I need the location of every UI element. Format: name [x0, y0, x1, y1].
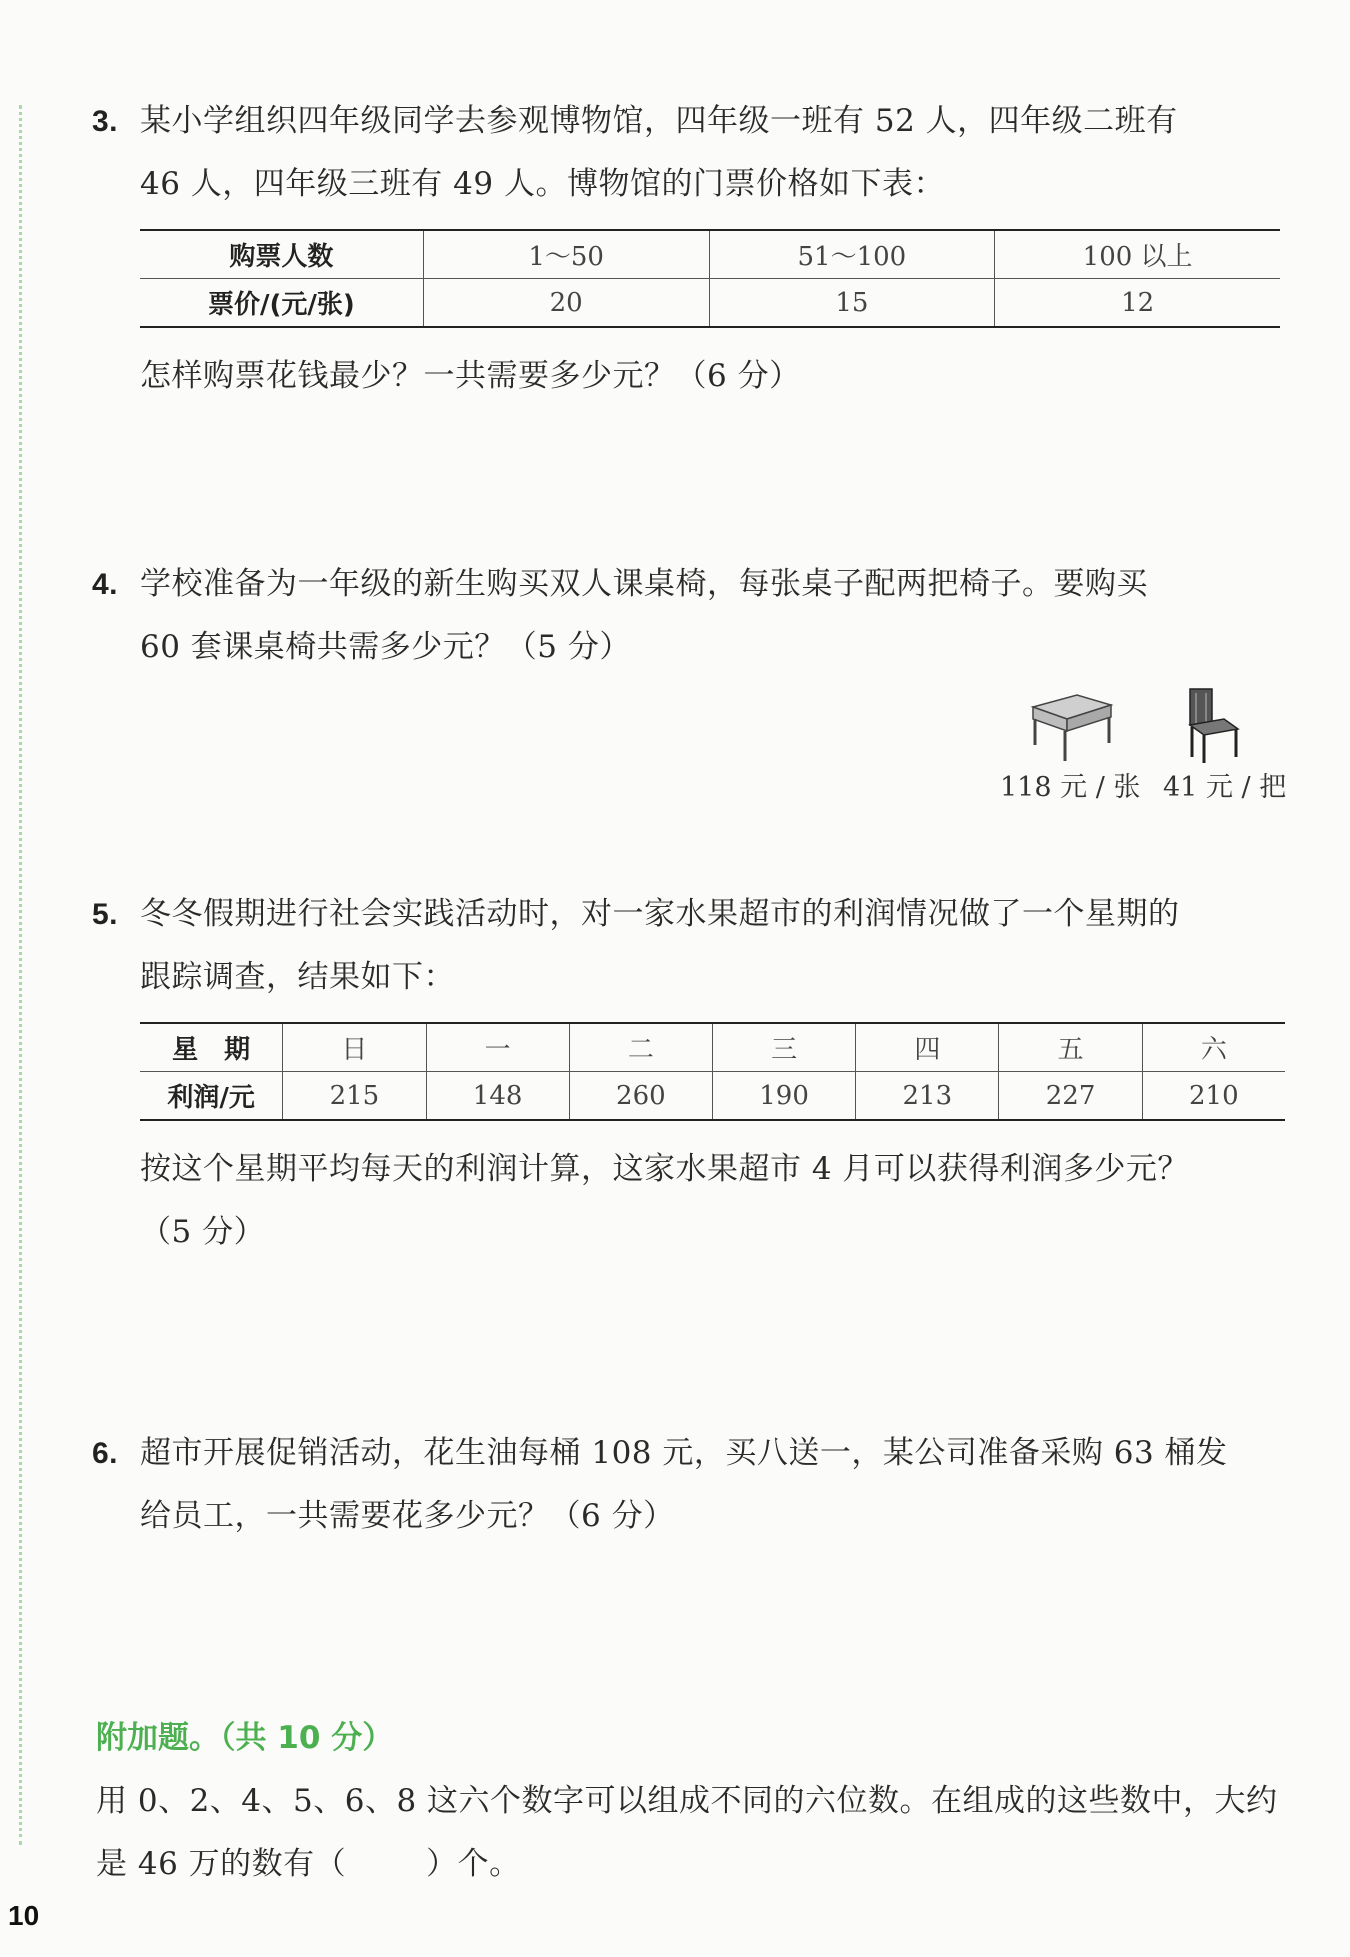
table-cell: 260 [569, 1072, 712, 1121]
table-cell: 100 以上 [995, 230, 1280, 279]
table-cell: 12 [995, 279, 1280, 328]
table-cell: 星 期 [140, 1023, 283, 1072]
question-4 [92, 553, 1292, 679]
dotted-margin-line [19, 105, 22, 1845]
table-row [140, 279, 1280, 328]
table-cell: 一 [426, 1023, 569, 1072]
q6-line-1 [92, 1422, 1292, 1485]
q5-text-1: 冬冬假期进行社会实践活动时，对一家水果超市的利润情况做了一个星期的 [140, 896, 1180, 932]
table-cell: 购票人数 [140, 230, 423, 279]
q4-line-1 [92, 553, 1292, 616]
q4-line-2: 60 套课桌椅共需多少元？（5 分） [140, 629, 631, 665]
q6-number: 6. [92, 1437, 119, 1470]
bonus-line-1: 用 0、2、4、5、6、8 这六个数字可以组成不同的六位数。在组成的这些数中，大约 [96, 1783, 1278, 1819]
table-cell: 五 [999, 1023, 1142, 1072]
q3-question-text: 怎样购票花钱最少？一共需要多少元？（6 分） [140, 358, 801, 394]
bonus-text-b: ）个。 [426, 1846, 521, 1882]
table-cell: 三 [712, 1023, 855, 1072]
desk-icon [1025, 685, 1115, 769]
chair-icon [1180, 685, 1250, 769]
q5-line-1 [92, 883, 1292, 946]
table-cell: 190 [712, 1072, 855, 1121]
q3-question [92, 345, 1292, 408]
table-cell: 六 [1142, 1023, 1285, 1072]
table-cell: 148 [426, 1072, 569, 1121]
q5-line-2: 跟踪调查，结果如下： [140, 959, 455, 995]
bonus-title: 附加题。（共 10 分） [96, 1720, 394, 1756]
q3-text-1: 某小学组织四年级同学去参观博物馆，四年级一班有 52 人，四年级二班有 [140, 103, 1178, 139]
table-cell: 213 [856, 1072, 999, 1121]
bonus-line-2 [96, 1833, 1306, 1896]
table-cell: 四 [856, 1023, 999, 1072]
table-cell: 215 [283, 1072, 426, 1121]
q3-number: 3. [92, 105, 119, 138]
q3-line-1 [92, 90, 1292, 153]
profit-table [140, 1022, 1285, 1121]
table-cell: 20 [423, 279, 709, 328]
table-cell: 日 [283, 1023, 426, 1072]
ticket-price-table [140, 229, 1280, 328]
q3-line-2: 46 人，四年级三班有 49 人。博物馆的门票价格如下表： [140, 166, 945, 202]
question-6 [92, 1422, 1292, 1548]
desk-price: 118 元 / 张 [1000, 772, 1141, 803]
question-5 [92, 883, 1292, 1009]
page-number: 10 [8, 1900, 40, 1931]
table-cell: 51～100 [709, 230, 995, 279]
q5-number: 5. [92, 898, 119, 931]
table-row [140, 230, 1280, 279]
table-cell: 1～50 [423, 230, 709, 279]
bonus-question [96, 1770, 1306, 1896]
table-cell: 票价/(元/张) [140, 279, 423, 328]
q5-question [92, 1138, 1292, 1264]
q4-text-1: 学校准备为一年级的新生购买双人课桌椅，每张桌子配两把椅子。要购买 [140, 566, 1148, 602]
table-row [140, 1023, 1285, 1072]
table-cell: 二 [569, 1023, 712, 1072]
chair-price: 41 元 / 把 [1163, 772, 1287, 803]
bonus-text-a: 是 46 万的数有（ [96, 1846, 347, 1882]
q6-text-1: 超市开展促销活动，花生油每桶 108 元，买八送一，某公司准备采购 63 桶发 [140, 1435, 1228, 1471]
q4-number: 4. [92, 568, 119, 601]
table-row [140, 1072, 1285, 1121]
table-cell: 210 [1142, 1072, 1285, 1121]
question-3 [92, 90, 1292, 216]
table-cell: 15 [709, 279, 995, 328]
q6-line-2: 给员工，一共需要花多少元？（6 分） [140, 1498, 675, 1534]
table-cell: 利润/元 [140, 1072, 283, 1121]
q5-question-text-1: 按这个星期平均每天的利润计算，这家水果超市 4 月可以获得利润多少元？ [140, 1151, 1189, 1187]
q5-question-text-2: （5 分） [140, 1214, 266, 1250]
table-cell: 227 [999, 1072, 1142, 1121]
